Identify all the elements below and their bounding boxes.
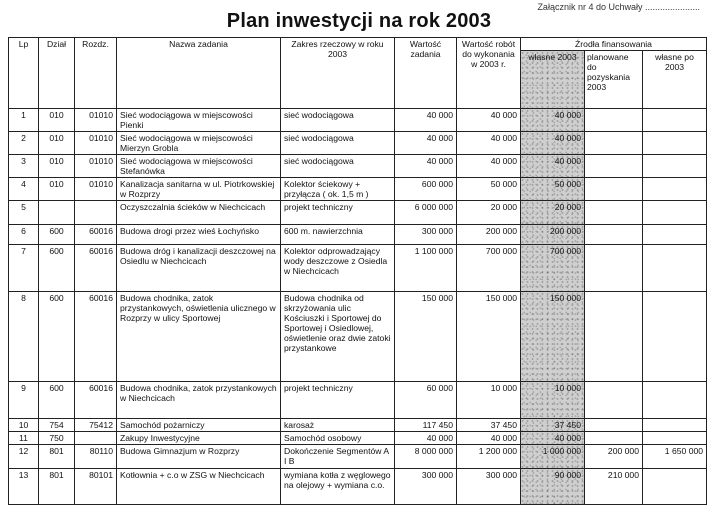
- cell-planowane: 200 000: [585, 445, 643, 469]
- cell-planowane: [585, 155, 643, 178]
- cell-zakres: projekt techniczny: [281, 382, 395, 419]
- cell-wlasne-2003: 37 450: [521, 419, 585, 432]
- cell-wykonania: 1 200 000: [457, 445, 521, 469]
- table-row: [9, 178, 707, 201]
- cell-wykonania: 10 000: [457, 382, 521, 419]
- cell-wartosc: 300 000: [395, 469, 457, 505]
- table-row: [9, 419, 707, 432]
- cell-wlasne-po-2003: [643, 155, 707, 178]
- cell-wykonania: 20 000: [457, 201, 521, 225]
- header-rozdz: Rozdz.: [75, 38, 117, 109]
- cell-planowane: [585, 201, 643, 225]
- cell-zakres: 600 m. nawierzchnia: [281, 225, 395, 245]
- cell-wlasne-2003: 1 000 000: [521, 445, 585, 469]
- cell-nazwa: Budowa Gimnazjum w Rozprzy: [117, 445, 281, 469]
- cell-wlasne-2003: 40 000: [521, 109, 585, 132]
- cell-wlasne-po-2003: [643, 201, 707, 225]
- cell-lp: 10: [9, 419, 39, 432]
- cell-rozdz: 80110: [75, 445, 117, 469]
- cell-rozdz: [75, 432, 117, 445]
- cell-zakres: karosaż: [281, 419, 395, 432]
- cell-wartosc: 600 000: [395, 178, 457, 201]
- cell-zakres: sieć wodociągowa: [281, 109, 395, 132]
- cell-wartosc: 117 450: [395, 419, 457, 432]
- cell-wlasne-2003: 50 000: [521, 178, 585, 201]
- cell-nazwa: Sieć wodociągowa w miejscowości Pienki: [117, 109, 281, 132]
- cell-nazwa: Sieć wodociągowa w miejscowości Stefanówka: [117, 155, 281, 178]
- cell-wlasne-po-2003: [643, 419, 707, 432]
- cell-nazwa: Budowa drogi przez wieś Łochyńsko: [117, 225, 281, 245]
- cell-wlasne-2003: 150 000: [521, 292, 585, 382]
- cell-lp: 5: [9, 201, 39, 225]
- cell-wykonania: 40 000: [457, 109, 521, 132]
- cell-wartosc: 1 100 000: [395, 245, 457, 292]
- header-dzial: Dział: [39, 38, 75, 109]
- cell-planowane: [585, 432, 643, 445]
- cell-wlasne-po-2003: [643, 382, 707, 419]
- cell-wykonania: 50 000: [457, 178, 521, 201]
- cell-wlasne-po-2003: [643, 292, 707, 382]
- cell-nazwa: Oczyszczalnia ścieków w Niechcicach: [117, 201, 281, 225]
- cell-dzial: 754: [39, 419, 75, 432]
- cell-wykonania: 700 000: [457, 245, 521, 292]
- cell-planowane: [585, 419, 643, 432]
- cell-wykonania: 40 000: [457, 155, 521, 178]
- table-row: [9, 469, 707, 505]
- cell-lp: 1: [9, 109, 39, 132]
- cell-rozdz: 01010: [75, 178, 117, 201]
- header-nazwa: Nazwa zadania: [117, 38, 281, 109]
- cell-rozdz: 60016: [75, 382, 117, 419]
- cell-lp: 3: [9, 155, 39, 178]
- cell-zakres: sieć wodociągowa: [281, 155, 395, 178]
- cell-rozdz: 60016: [75, 245, 117, 292]
- cell-dzial: 010: [39, 132, 75, 155]
- cell-wartosc: 60 000: [395, 382, 457, 419]
- investment-table: [8, 37, 707, 505]
- header-wartosc: Wartość zadania: [395, 38, 457, 109]
- header-wlasne-2003: własne 2003: [521, 51, 585, 109]
- header-wykonania: Wartość robót do wykonania w 2003 r.: [457, 38, 521, 109]
- cell-dzial: 010: [39, 178, 75, 201]
- cell-wlasne-po-2003: [643, 469, 707, 505]
- cell-lp: 6: [9, 225, 39, 245]
- cell-wlasne-2003: 40 000: [521, 155, 585, 178]
- cell-wlasne-2003: 200 000: [521, 225, 585, 245]
- cell-dzial: 600: [39, 382, 75, 419]
- cell-zakres: Dokończenie Segmentów A I B: [281, 445, 395, 469]
- cell-planowane: [585, 382, 643, 419]
- cell-dzial: 010: [39, 109, 75, 132]
- cell-dzial: 600: [39, 245, 75, 292]
- cell-lp: 4: [9, 178, 39, 201]
- cell-wlasne-2003: 90 000: [521, 469, 585, 505]
- cell-zakres: projekt techniczny: [281, 201, 395, 225]
- cell-planowane: 210 000: [585, 469, 643, 505]
- cell-rozdz: 01010: [75, 155, 117, 178]
- cell-wartosc: 40 000: [395, 155, 457, 178]
- cell-wlasne-2003: 700 000: [521, 245, 585, 292]
- cell-wartosc: 150 000: [395, 292, 457, 382]
- cell-lp: 9: [9, 382, 39, 419]
- cell-nazwa: Zakupy Inwestycyjne: [117, 432, 281, 445]
- cell-lp: 2: [9, 132, 39, 155]
- cell-dzial: 600: [39, 292, 75, 382]
- cell-wykonania: 37 450: [457, 419, 521, 432]
- cell-rozdz: 01010: [75, 109, 117, 132]
- cell-planowane: [585, 225, 643, 245]
- cell-dzial: 801: [39, 469, 75, 505]
- cell-wlasne-po-2003: [643, 178, 707, 201]
- cell-wlasne-po-2003: [643, 432, 707, 445]
- cell-wlasne-2003: 40 000: [521, 132, 585, 155]
- cell-wartosc: 300 000: [395, 225, 457, 245]
- header-zakres: Zakres rzeczowy w roku 2003: [281, 38, 395, 109]
- cell-planowane: [585, 109, 643, 132]
- annex-note: Załącznik nr 4 do Uchwały ......................: [537, 2, 700, 12]
- table-row: [9, 109, 707, 132]
- cell-rozdz: 01010: [75, 132, 117, 155]
- table-row: [9, 201, 707, 225]
- cell-dzial: 801: [39, 445, 75, 469]
- cell-lp: 11: [9, 432, 39, 445]
- cell-nazwa: Budowa chodnika, zatok przystankowych w Niechcicach: [117, 382, 281, 419]
- cell-nazwa: Budowa chodnika, zatok przystankowych, oświetlenia ulicznego w Rozprzy w ulicy Sportowej: [117, 292, 281, 382]
- cell-wlasne-2003: 10 000: [521, 382, 585, 419]
- table-row: [9, 245, 707, 292]
- cell-dzial: 750: [39, 432, 75, 445]
- cell-wlasne-po-2003: [643, 225, 707, 245]
- table-row: [9, 445, 707, 469]
- cell-rozdz: 60016: [75, 225, 117, 245]
- cell-wlasne-po-2003: [643, 109, 707, 132]
- cell-wykonania: 40 000: [457, 432, 521, 445]
- cell-wartosc: 40 000: [395, 432, 457, 445]
- page-title: Plan inwestycji na rok 2003: [226, 10, 492, 32]
- cell-nazwa: Kanalizacja sanitarna w ul. Piotrkowskiej w Rozprzy: [117, 178, 281, 201]
- cell-wlasne-2003: 40 000: [521, 432, 585, 445]
- cell-zakres: Kolektor ściekowy + przyłącza ( ok. 1,5 m ): [281, 178, 395, 201]
- cell-rozdz: 75412: [75, 419, 117, 432]
- cell-planowane: [585, 178, 643, 201]
- cell-zakres: wymiana kotła z węglowego na olejowy + wymiana c.o.: [281, 469, 395, 505]
- cell-dzial: 600: [39, 225, 75, 245]
- header-zrodla: Źrodła finansowania: [521, 38, 707, 51]
- table-row: [9, 292, 707, 382]
- table-row: [9, 132, 707, 155]
- cell-lp: 7: [9, 245, 39, 292]
- cell-wlasne-po-2003: 1 650 000: [643, 445, 707, 469]
- cell-nazwa: Sieć wodociągowa w miejscowości Mierzyn Grobla: [117, 132, 281, 155]
- table-row: [9, 432, 707, 445]
- cell-zakres: Samochód osobowy: [281, 432, 395, 445]
- cell-lp: 8: [9, 292, 39, 382]
- cell-wykonania: 150 000: [457, 292, 521, 382]
- cell-nazwa: Kotłownia + c.o w ZSG w Niechcicach: [117, 469, 281, 505]
- cell-dzial: [39, 201, 75, 225]
- cell-rozdz: [75, 201, 117, 225]
- cell-zakres: sieć wodociągowa: [281, 132, 395, 155]
- cell-wartosc: 6 000 000: [395, 201, 457, 225]
- cell-wartosc: 8 000 000: [395, 445, 457, 469]
- cell-wykonania: 200 000: [457, 225, 521, 245]
- cell-dzial: 010: [39, 155, 75, 178]
- cell-rozdz: 60016: [75, 292, 117, 382]
- table-row: [9, 382, 707, 419]
- header-lp: Lp: [9, 38, 39, 109]
- cell-zakres: Budowa chodnika od skrzyżowania ulic Kościuszki i Sportowej do Sportowej i Osiedlowej, oświetlenie oraz dwie zatoki przystankowe: [281, 292, 395, 382]
- table-row: [9, 155, 707, 178]
- header-planowane: planowane do pozyskania 2003: [585, 51, 643, 109]
- cell-planowane: [585, 292, 643, 382]
- cell-nazwa: Samochód pożarniczy: [117, 419, 281, 432]
- cell-rozdz: 80101: [75, 469, 117, 505]
- cell-wlasne-2003: 20 000: [521, 201, 585, 225]
- cell-wykonania: 300 000: [457, 469, 521, 505]
- cell-planowane: [585, 245, 643, 292]
- cell-wykonania: 40 000: [457, 132, 521, 155]
- cell-wartosc: 40 000: [395, 132, 457, 155]
- cell-zakres: Kolektor odprowadzający wody deszczowe z Osiedla w Niechcicach: [281, 245, 395, 292]
- cell-lp: 13: [9, 469, 39, 505]
- cell-wlasne-po-2003: [643, 132, 707, 155]
- table-row: [9, 225, 707, 245]
- cell-wlasne-po-2003: [643, 245, 707, 292]
- cell-wartosc: 40 000: [395, 109, 457, 132]
- header-wlasne-po-2003: własne po 2003: [643, 51, 707, 109]
- cell-lp: 12: [9, 445, 39, 469]
- cell-planowane: [585, 132, 643, 155]
- cell-nazwa: Budowa dróg i kanalizacji deszczowej na Osiedlu w Niechcicach: [117, 245, 281, 292]
